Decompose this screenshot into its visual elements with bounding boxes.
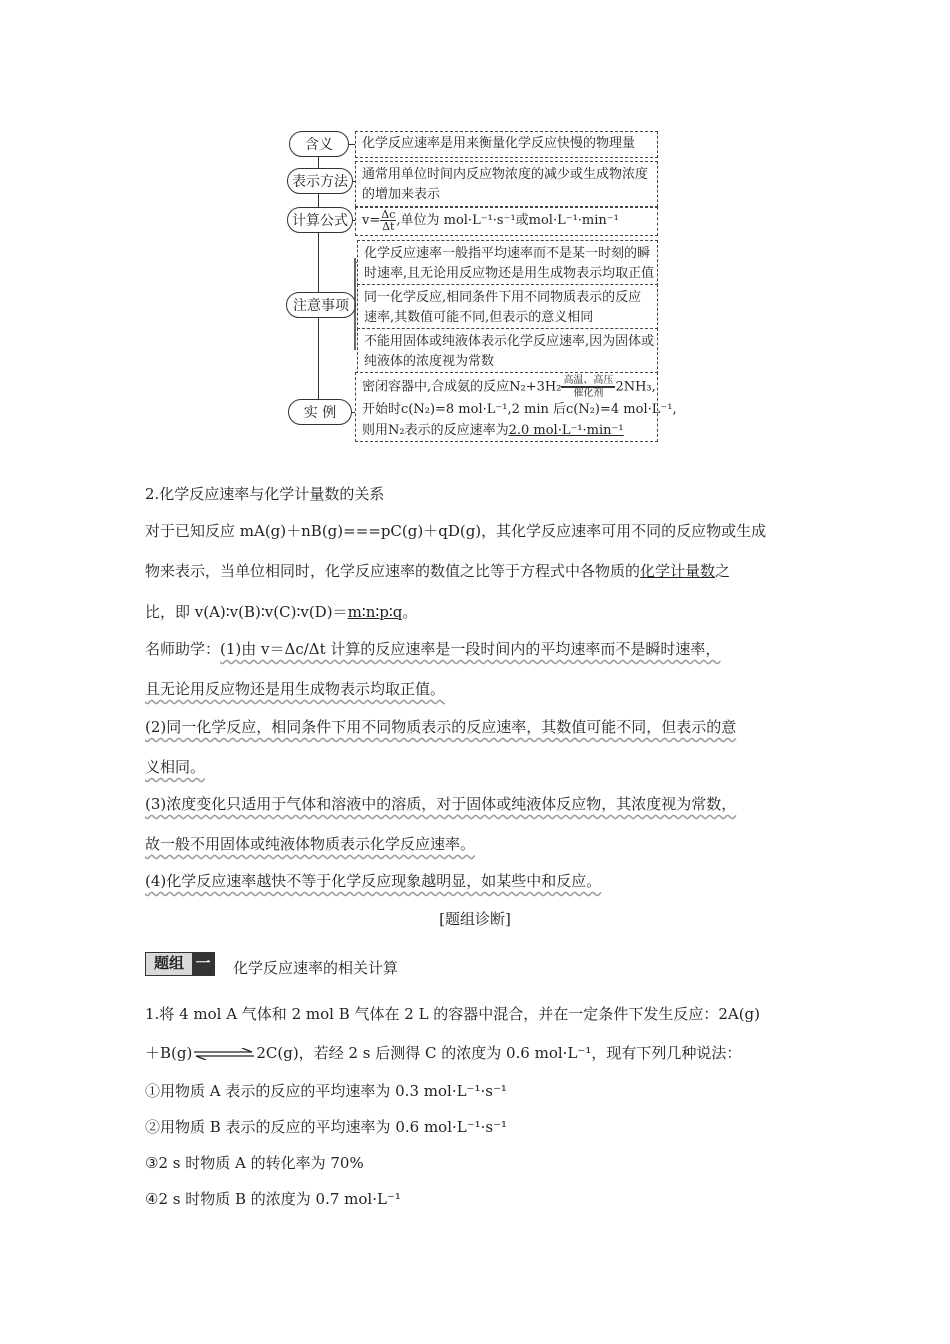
tip-text: (3)浓度变化只适用于气体和溶液中的溶质，对于固体或纯液体反应物，其浓度视为常数， <box>145 795 737 813</box>
arrow-condition-top: 高温、高压 <box>563 375 614 386</box>
node-meaning <box>289 131 349 157</box>
section-2-line-2 <box>145 560 810 582</box>
formula-prefix: v= <box>362 213 381 228</box>
note-line: 不能用固体或纯液体表示化学反应速率,因为固体或 <box>364 334 655 349</box>
tip-1-line-2 <box>145 678 810 700</box>
option-2: ②用物质 B 表示的反应的平均速率为 0.6 mol·L⁻¹·s⁻¹ <box>145 1118 508 1136</box>
tip-4 <box>145 870 810 892</box>
tip-3-line-1 <box>145 793 810 815</box>
arrow-condition-bottom: 催化剂 <box>573 388 604 399</box>
section-2-text: 之 <box>715 562 731 580</box>
note-box-2 <box>357 284 658 330</box>
tip-2-line-1 <box>145 716 810 738</box>
section-2-text: 。 <box>402 603 418 621</box>
note-line: 速率,其数值可能不同,但表示的意义相同 <box>364 310 594 325</box>
option-4: ④2 s 时物质 B 的浓度为 0.7 mol·L⁻¹ <box>145 1190 401 1208</box>
example-reactants: 密闭容器中,合成氨的反应N₂+3H₂ <box>362 379 562 395</box>
section-2-title: 2.化学反应速率与化学计量数的关系 <box>145 485 385 503</box>
tip-text: 义相同。 <box>145 758 206 776</box>
formula-unit: ,单位为 mol·L⁻¹·s⁻¹或mol·L⁻¹·min⁻¹ <box>396 213 619 228</box>
diagnosis-title: [题组诊断] <box>439 910 511 928</box>
node-example <box>288 399 352 425</box>
question-1-reactant: ＋B(g) <box>145 1044 193 1062</box>
tip-2-line-2 <box>145 756 810 778</box>
tip-text: 且无论用反应物还是用生成物表示均取正值。 <box>145 680 446 698</box>
example-answer: 2.0 mol·L⁻¹·min⁻¹ <box>508 423 624 438</box>
tip-text: (2)同一化学反应，相同条件下用不同物质表示的反应速率，其数值可能不同，但表示的意 <box>145 718 737 736</box>
example-product: 2NH₃, <box>615 379 656 395</box>
meaning-text: 化学反应速率是用来衡量化学反应快慢的物理量 <box>362 136 636 151</box>
frac-numerator: Δc <box>381 208 396 221</box>
reaction-arrow <box>561 375 615 399</box>
node-formula <box>287 207 353 233</box>
note-line: 同一化学反应,相同条件下用不同物质表示的反应 <box>364 290 642 305</box>
node-notes-label: 注意事项 <box>293 298 349 314</box>
representation-line: 的增加来表示 <box>362 187 441 202</box>
example-line-3 <box>362 420 651 441</box>
note-box-3 <box>357 328 658 374</box>
frac-denominator: Δt <box>382 220 395 233</box>
question-1-text: 2C(g)，若经 2 s 后测得 C 的浓度为 0.6 mol·L⁻¹，现有下列几种说法： <box>256 1044 742 1062</box>
section-2-line-3 <box>145 601 810 623</box>
note-line: 纯液体的浓度视为常数 <box>364 354 495 369</box>
stoichiometric-coefficient-blank: 化学计量数 <box>640 562 716 580</box>
example-line-2: 开始时c(N₂)=8 mol·L⁻¹,2 min 后c(N₂)=4 mol·L⁻¹, <box>362 402 677 417</box>
tip-text: (4)化学反应速率越快不等于化学反应现象越明显，如某些中和反应。 <box>145 872 602 890</box>
note-line: 时速率,且无论用反应物还是用生成物表示均取正值 <box>364 266 655 281</box>
question-1-line-2 <box>145 1042 810 1064</box>
option-1: ①用物质 A 表示的反应的平均速率为 0.3 mol·L⁻¹·s⁻¹ <box>145 1082 507 1100</box>
section-2-line-1: 对于已知反应 mA(g)＋nB(g)===pC(g)＋qD(g)，其化学反应速率可用不同的反应物或生成 <box>145 522 767 540</box>
example-question: 则用N₂表示的反应速率为 <box>362 423 509 438</box>
group-tag-label: 题组 <box>146 953 192 975</box>
node-representation <box>287 168 353 194</box>
note-line: 化学反应速率一般指平均速率而不是某一时刻的瞬 <box>364 246 651 261</box>
group-title: 化学反应速率的相关计算 <box>233 959 399 977</box>
group-tag-number: 一 <box>192 953 214 975</box>
group-tag <box>145 952 215 976</box>
section-2-text: 比，即 v(A)∶v(B)∶v(C)∶v(D)＝ <box>145 603 348 621</box>
option-3: ③2 s 时物质 A 的转化率为 70% <box>145 1154 364 1172</box>
example-box <box>355 372 677 442</box>
question-1-line-1: 1.将 4 mol A 气体和 2 mol B 气体在 2 L 的容器中混合，并在一定条件下发生反应：2A(g) <box>145 1005 760 1023</box>
node-formula-label: 计算公式 <box>292 213 348 229</box>
node-representation-label: 表示方法 <box>292 174 348 190</box>
tips-label: 名师助学： <box>145 640 221 658</box>
delta-c-over-delta-t <box>380 209 396 232</box>
tip-3-line-2 <box>145 833 810 855</box>
representation-box <box>355 161 658 207</box>
tip-text: (1)由 v＝Δc/Δt 计算的反应速率是一段时间内的平均速率而不是瞬时速率， <box>220 640 721 658</box>
formula-box <box>355 207 658 236</box>
tip-text: 故一般不用固体或纯液体物质表示化学反应速率。 <box>145 835 476 853</box>
node-notes <box>286 292 356 318</box>
equilibrium-arrow-icon <box>192 1048 256 1060</box>
meaning-box <box>355 131 658 158</box>
representation-line: 通常用单位时间内反应物浓度的减少或生成物浓度 <box>362 167 649 182</box>
note-box-1 <box>357 240 658 286</box>
node-meaning-label: 含义 <box>305 137 333 153</box>
ratio-answer-blank: m∶n∶p∶q <box>347 603 403 621</box>
node-example-label: 实 例 <box>303 405 337 421</box>
example-line-1 <box>362 375 656 399</box>
tip-1-line-1 <box>145 638 810 660</box>
section-2-text: 物来表示，当单位相同时，化学反应速率的数值之比等于方程式中各物质的 <box>145 562 641 580</box>
